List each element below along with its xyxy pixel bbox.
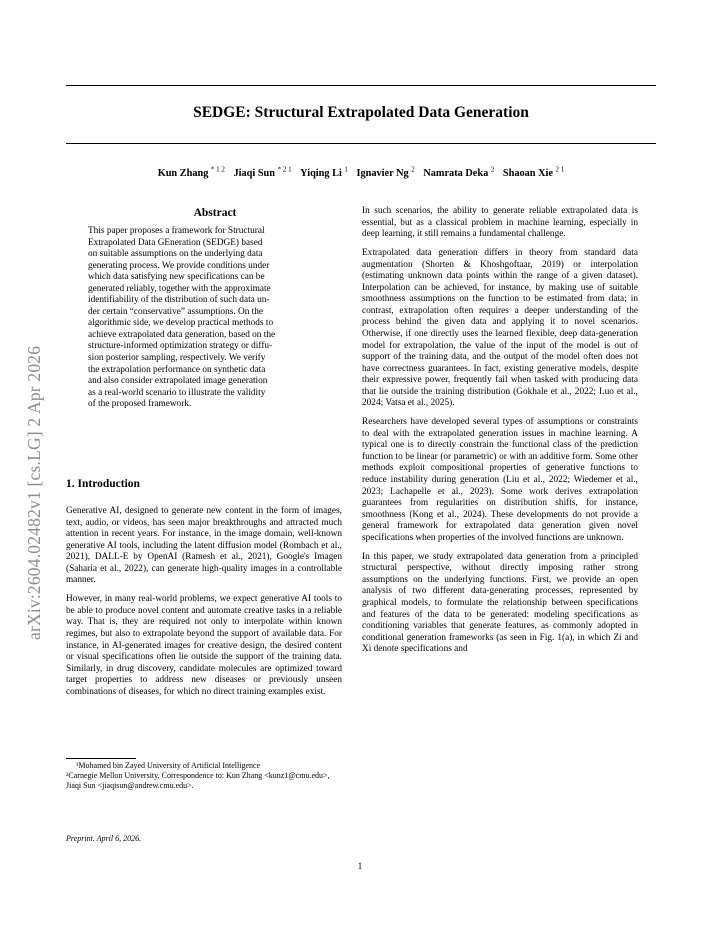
abstract-line: generating process. We provide conditions under — [88, 260, 270, 271]
footnote-affiliation-2: ²Carnegie Mellon University. Correspondence to: Kun Zhang <kunz1@cmu.edu>, Jiaqi Sun <jiaqisun@andrew.cmu.edu>. — [66, 771, 330, 790]
author: Shaoan Xie $^{2 1}$ — [502, 166, 565, 180]
abstract-line: der certain “conservative” assumptions. On the — [88, 306, 264, 317]
right-paragraph: Extrapolated data generation differs in theory from standard data augmentation (Shorten & Khoshgoftaar, 2019) or interpolation (estimating unknown data points within the range of a given dataset). Interpolation can be achieved, for instance, by making use of suitable smoothness assumptions on the function to be estimated from data; in contrast, extrapolation often requires a deeper understanding of the process behind the given data and applying it to novel scenarios. Otherwise, if one directly uses the learned flexible, deep data-generation model for extrapolation, the value of the input of the model is out of support of the training data, and the output of the model often does not have correctness guarantees. In fact, existing generative models, despite their expressive power, frequently fail when tasked with producing data that lie outside the training distribution (Gokhale et al., 2022; Luo et al., 2024; Vatsa et al., 2025). — [362, 248, 638, 409]
abstract-line: on suitable assumptions on the underlying data — [88, 249, 263, 260]
author: Namrata Deka $^2$ — [423, 166, 495, 180]
right-paragraph: In this paper, we study extrapolated data generation from a principled structural perspective, without directly imposing rather strong assumptions on the underlying functions. First, we provide an open analysis of two different data-generating processes, represented by graphical models, to formulate the relationship between specifications and features of the data to be generated: modeling specifications as conditioning variables that generate features, as commonly adopted in conditional generation frameworks (as seen in Fig. 1(a), in which Zi and Xi denote specifications and — [362, 551, 638, 655]
intro-paragraph: Generative AI, designed to generate new content in the form of images, text, audio, or videos, has seen major breakthroughs and attracted much attention in recent years. For instance, in the image domain, well-known generative AI tools, including the latent diffusion model (Rombach et al., 2021), DALL-E by OpenAI (Ramesh et al., 2021), Google's Imagen (Saharia et al., 2022), can generate high-quality images in a controllable manner. — [66, 506, 342, 586]
abstract-line: as a real-world scenario to illustrate the validity — [88, 387, 266, 398]
abstract-line: which data satisfying new specifications can be — [88, 272, 265, 283]
abstract-line: sion posterior sampling, respectively. We verify — [88, 353, 266, 364]
abstract-line: algorithmic side, we develop practical methods to — [88, 318, 274, 329]
page-number: 1 — [357, 862, 363, 872]
author: Yiqing Li $^1$ — [300, 166, 348, 180]
intro-paragraph: However, in many real-world problems, we expect generative AI tools to be able to produce novel content and automate creative tasks in a reliable way. That is, they are required not only to interpolate within known regimes, but also to extrapolate beyond the support of available data. For instance, in AI-generated images for creative design, the desired content or visual specifications often lie outside the support of the training data. Similarly, in drug discovery, candidate molecules are optimized toward target properties to address new diseases or previously unseen combinations of diseases, for which no direct training examples exist. — [66, 594, 342, 697]
abstract-heading: Abstract — [193, 207, 237, 219]
arxiv-stamp: arXiv:2604.02482v1 [cs.LG] 2 Apr 2026 — [24, 345, 44, 640]
preprint-note: Preprint. April 6, 2026. — [66, 834, 142, 843]
section-heading-introduction: 1. Introduction — [66, 478, 140, 490]
footnote-affiliation-1: ¹Mohamed bin Zayed University of Artificial Intelligence — [76, 761, 261, 770]
abstract-line: generated reliably, together with the approximate — [88, 283, 271, 294]
abstract-line: achieve extrapolated data generation, based on the — [88, 329, 276, 340]
footnote-rule — [66, 758, 136, 759]
abstract-line: This paper proposes a framework for Structural — [88, 226, 265, 236]
paper-title: SEDGE: Structural Extrapolated Data Generation — [193, 104, 529, 121]
abstract-line: structure-informed optimization strategy or diffu- — [88, 341, 273, 352]
abstract-line: the extrapolation performance on synthetic data — [88, 364, 266, 375]
abstract-body — [88, 226, 342, 411]
author-list — [66, 166, 656, 179]
title-bottom-rule — [66, 143, 656, 144]
author: Ignavier Ng $^2$ — [356, 166, 415, 180]
right-paragraph: In such scenarios, the ability to generate reliable extrapolated data is essential, but as a classical problem in machine learning, especially in deep learning, it still remains a fundamental challenge. — [362, 206, 638, 240]
abstract-line: identifiability of the distribution of such data un- — [88, 295, 270, 306]
footnotes — [66, 761, 342, 791]
abstract-line: of the proposed framework. — [88, 399, 192, 410]
abstract-line: Extrapolated Data GEneration (SEDGE) based — [88, 237, 263, 248]
top-rule — [66, 85, 656, 86]
right-column-body — [362, 206, 638, 663]
author: Kun Zhang $^{* 1 2}$ — [157, 166, 225, 180]
author: Jiaqi Sun $^{* 2 1}$ — [233, 166, 292, 180]
right-paragraph: Researchers have developed several types of assumptions or constraints to deal with the extrapolated generation issues in machine learning. A typical one is to directly constrain the functional class of the prediction function to be linear (or parametric) or with an additive form. Some other methods exploit compositional properties of generative functions to reduce instability during generation (Liu et al., 2022; Wiedemer et al., 2023; Lachapelle et al., 2023). Some work derives extrapolation guarantees from regularities on distribution shifts, for instance, smoothness (Kong et al., 2024). These developments do not provide a general framework for extrapolated data generation given novel specifications when properties of the involved functions are unknown. — [362, 417, 638, 543]
abstract-line: and also consider extrapolated image generation — [88, 376, 268, 387]
left-column-body — [66, 506, 342, 706]
